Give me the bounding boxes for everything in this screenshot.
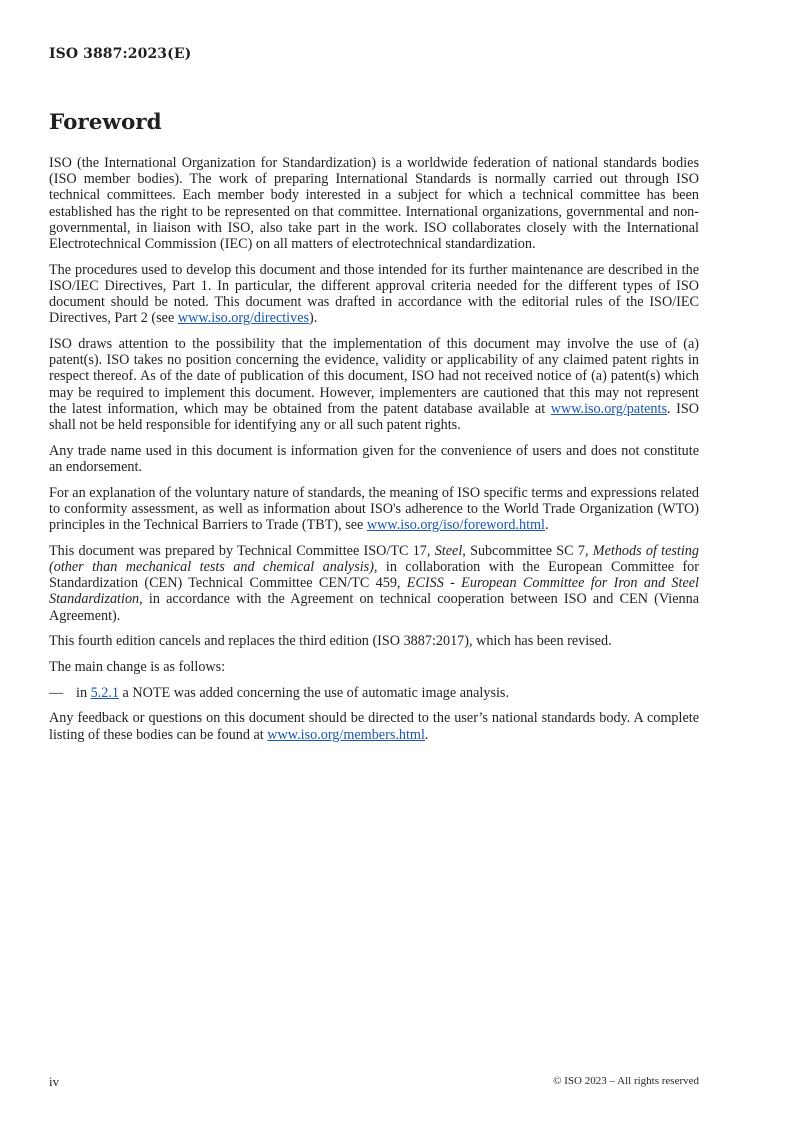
directives-link[interactable]: www.iso.org/directives	[177, 310, 310, 327]
page-title: Foreword	[49, 110, 162, 135]
patents-link[interactable]: www.iso.org/patents	[550, 400, 667, 417]
paragraph-text-end: .	[545, 517, 549, 534]
dash-bullet: —	[49, 684, 64, 701]
paragraph-text: For an explanation of the voluntary nature of standards, the meaning of ISO specific terms and expressions related to conformity assessment, as well as information about ISO's adherence to the World Trade Organization (WTO) principles in the Technical Barriers to Trade (TBT), see	[49, 484, 699, 534]
paragraph-iso-intro: ISO (the International Organization for Standardization) is a worldwide federation of national standards bodies (ISO member bodies). The work of preparing International Standards is normally carried out through ISO technical committees. Each member body interested in a subject for which a technical committee has been established has the right to be represented on that committee. International organizations, governmental and non-governmental, in liaison with ISO, also take part in the work. ISO collaborates closely with the International Electrotechnical Commission (IEC) on all matters of electrotechnical standardization.	[49, 155, 699, 253]
paragraph-text-end: .	[424, 726, 429, 743]
copyright-notice: © ISO 2023 – All rights reserved	[553, 1075, 699, 1087]
page-number: iv	[49, 1074, 60, 1089]
document-id: ISO 3887:2023(E)	[49, 46, 192, 62]
clause-link[interactable]: 5.2.1	[90, 684, 119, 701]
paragraph-patents	[49, 336, 699, 433]
paragraph-trade-name: Any trade name used in this document is information given for the convenience of users and does not constitute an endorsement.	[49, 442, 699, 475]
list-item-text-end: a NOTE was added concerning the use of automatic image analysis.	[118, 684, 509, 701]
paragraph-text-end: . ISO shall not be held responsible for identifying any or all such patent rights.	[49, 400, 699, 434]
paragraph-feedback	[49, 710, 699, 742]
committee-name: Steel	[434, 542, 463, 559]
foreword-body	[49, 155, 699, 752]
paragraph-text: , Subcommittee SC 7,	[462, 542, 593, 559]
paragraph-procedures	[49, 262, 699, 327]
list-item	[49, 685, 699, 701]
paragraph-text: The procedures used to develop this document and those intended for its further maintenance are described in the ISO/IEC Directives, Part 1. In particular, the different approval criteria needed for the different types of ISO document should be noted. This document was drafted in accordance with the editorial rules of the ISO/IEC Directives, Part 2 (see	[49, 261, 699, 327]
paragraph-text: in accordance with the Agreement on technical cooperation between ISO and CEN (Vienna Agreement).	[49, 591, 699, 624]
paragraph-text: in collaboration with the European Committee for Standardization (CEN) Technical Committee CEN/TC 459,	[49, 558, 699, 592]
cen-committee-name: ECISS - European Committee for Iron and Steel Standardization,	[49, 575, 699, 608]
paragraph-text-end: ).	[309, 310, 318, 327]
paragraph-voluntary-nature	[49, 485, 699, 534]
paragraph-committee	[49, 543, 699, 624]
foreword-link[interactable]: www.iso.org/iso/foreword.html	[366, 517, 545, 534]
members-link[interactable]: www.iso.org/members.html	[267, 726, 425, 743]
list-item-text: in	[76, 684, 91, 701]
subcommittee-name: Methods of testing (other than mechanical tests and chemical analysis),	[49, 542, 699, 575]
paragraph-edition: This fourth edition cancels and replaces the third edition (ISO 3887:2017), which has been revised.	[49, 633, 612, 650]
paragraph-main-change: The main change is as follows:	[49, 658, 226, 675]
paragraph-text: Any feedback or questions on this document should be directed to the user’s national standards body. A complete listing of these bodies can be found at	[49, 710, 699, 743]
paragraph-text: This document was prepared by Technical Committee ISO/TC 17,	[49, 542, 435, 559]
paragraph-text: ISO draws attention to the possibility that the implementation of this document may involve the use of (a) patent(s). ISO takes no position concerning the evidence, validity or applicability of any claimed patent rights in respect thereof. As of the date of publication of this document, ISO had not received notice of (a) patent(s) which may be required to implement this document. However, implementers are cautioned that this may not represent the latest information, which may be obtained from the patent database available at	[49, 336, 699, 417]
